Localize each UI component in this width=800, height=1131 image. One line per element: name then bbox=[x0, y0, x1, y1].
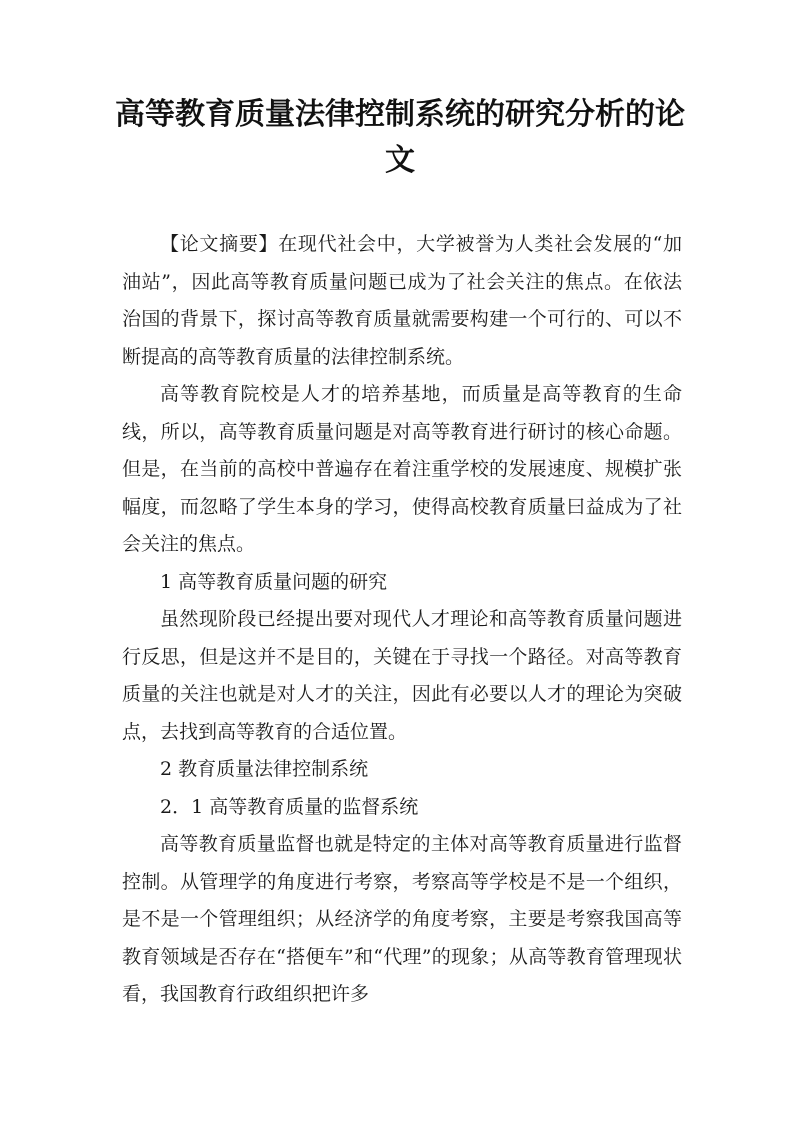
abstract-paragraph: 【论文摘要】在现代社会中，大学被誉为人类社会发展的“加油站”，因此高等教育质量问题已成为了社会关注的焦点。在依法治国的背景下，探讨高等教育质量就需要构建一个可行的、可以不断提高的高等教育质量的法律控制系统。 bbox=[122, 233, 682, 368]
subsection-heading-2-1: 2．1 高等教育质量的监督系统 bbox=[160, 795, 419, 818]
document-body bbox=[122, 226, 682, 1014]
section-1-paragraph: 虽然现阶段已经提出要对现代人才理论和高等教育质量问题进行反思，但是这并不是目的，关键在于寻找一个路径。对高等教育质量的关注也就是对人才的关注，因此有必要以人才的理论为突破点，去找到高等教育的合适位置。 bbox=[122, 608, 682, 743]
section-heading-2: 2 教育质量法律控制系统 bbox=[160, 758, 369, 780]
intro-paragraph: 高等教育院校是人才的培养基地，而质量是高等教育的生命线，所以，高等教育质量问题是对高等教育进行研讨的核心命题。但是，在当前的高校中普遍存在着注重学校的发展速度、规模扩张幅度，而忽略了学生本身的学习，使得高校教育质量曰益成为了社会关注的焦点。 bbox=[122, 383, 682, 555]
section-2-1-paragraph: 高等教育质量监督也就是特定的主体对高等教育质量进行监督控制。从管理学的角度进行考察，考察高等学校是不是一个组织，是不是一个管理组织；从经济学的角度考察，主要是考察我国高等教育领域是否存在“搭便车”和“代理”的现象；从高等教育管理现状看，我国教育行政组织把许多 bbox=[122, 833, 682, 1005]
document-title: 高等教育质量法律控制系统的研究分析的论文 bbox=[115, 97, 685, 178]
section-heading-1: 1 高等教育质量问题的研究 bbox=[160, 570, 388, 593]
